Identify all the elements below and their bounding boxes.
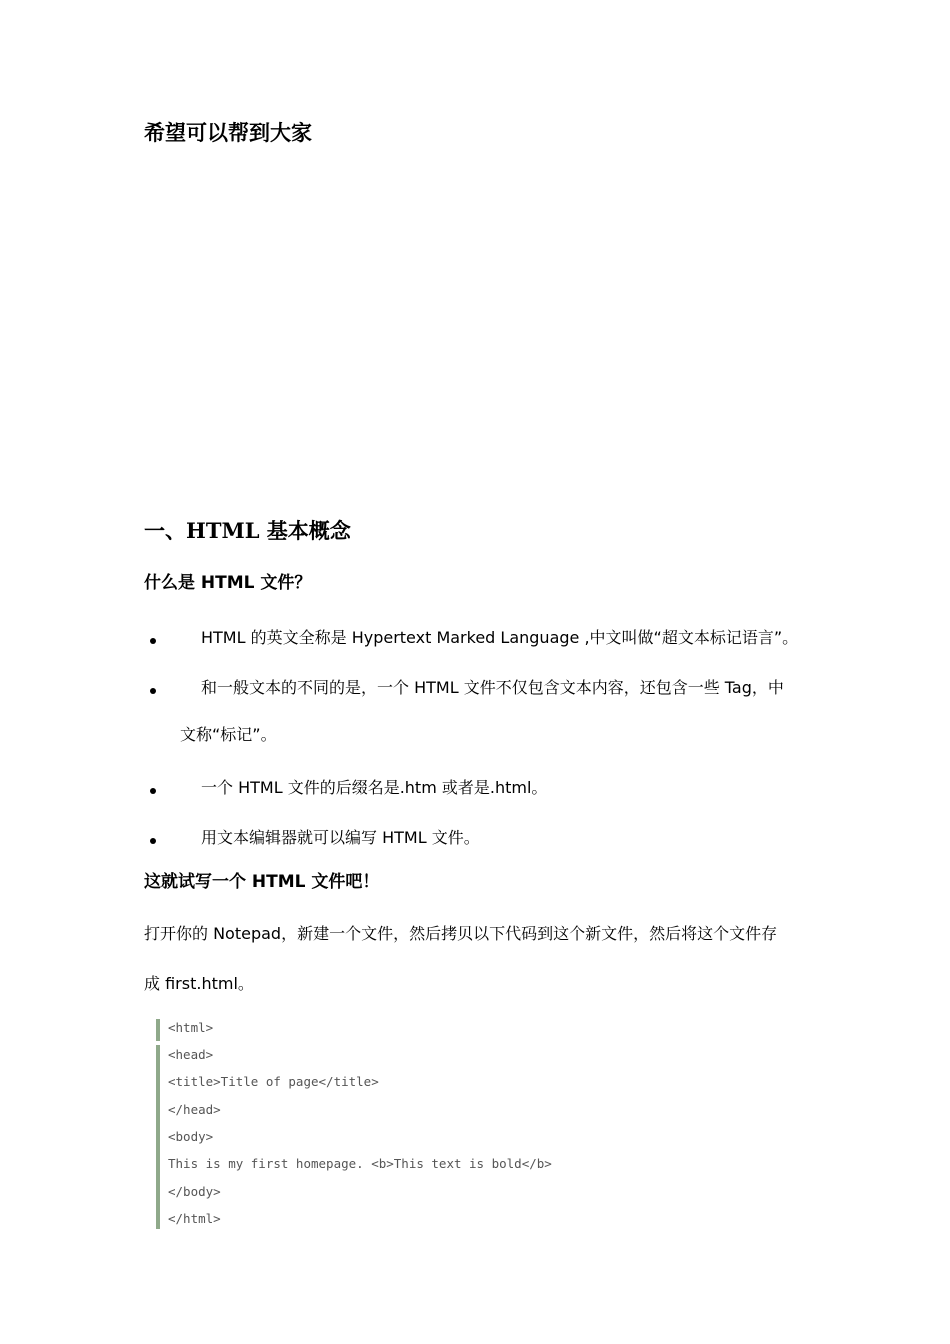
bullet-icon xyxy=(150,638,156,644)
list-item: 用文本编辑器就可以编写 HTML 文件。 xyxy=(201,828,480,847)
list-item: HTML 的英文全称是 Hypertext Marked Language ,中文叫做“超文本标记语言”。 xyxy=(201,628,799,647)
bullet-icon xyxy=(150,788,156,794)
code-line: This is my first homepage. <b>This text is bold</b> xyxy=(168,1156,552,1171)
code-quote-bar xyxy=(156,1019,160,1041)
code-line: </head> xyxy=(168,1102,221,1117)
code-line: <html> xyxy=(168,1020,214,1035)
bullet-icon xyxy=(150,688,156,694)
section-suffix: 基本概念 xyxy=(259,519,351,543)
section-latin: HTML xyxy=(186,518,260,543)
top-title: 希望可以帮到大家 xyxy=(144,121,312,145)
code-line: <title>Title of page</title> xyxy=(168,1074,379,1089)
list-item: 和一般文本的不同的是，一个 HTML 文件不仅包含文本内容，还包含一些 Tag，中 xyxy=(201,678,784,697)
list-item-continuation: 文称“标记”。 xyxy=(180,725,277,744)
code-line: <head> xyxy=(168,1047,214,1062)
code-line: </body> xyxy=(168,1184,221,1199)
code-quote-bar xyxy=(156,1045,160,1229)
paragraph-line: 成 first.html。 xyxy=(144,974,254,993)
section-heading xyxy=(144,515,351,547)
code-line: <body> xyxy=(168,1129,214,1144)
code-line: </html> xyxy=(168,1211,221,1226)
paragraph-line: 打开你的 Notepad，新建一个文件，然后拷贝以下代码到这个新文件，然后将这个文件存 xyxy=(144,924,778,943)
question-heading: 什么是 HTML 文件？ xyxy=(144,573,312,593)
list-item: 一个 HTML 文件的后缀名是.htm 或者是.html。 xyxy=(201,778,548,797)
section-prefix: 一、 xyxy=(144,519,186,543)
try-heading: 这就试写一个 HTML 文件吧！ xyxy=(144,872,380,892)
bullet-icon xyxy=(150,838,156,844)
